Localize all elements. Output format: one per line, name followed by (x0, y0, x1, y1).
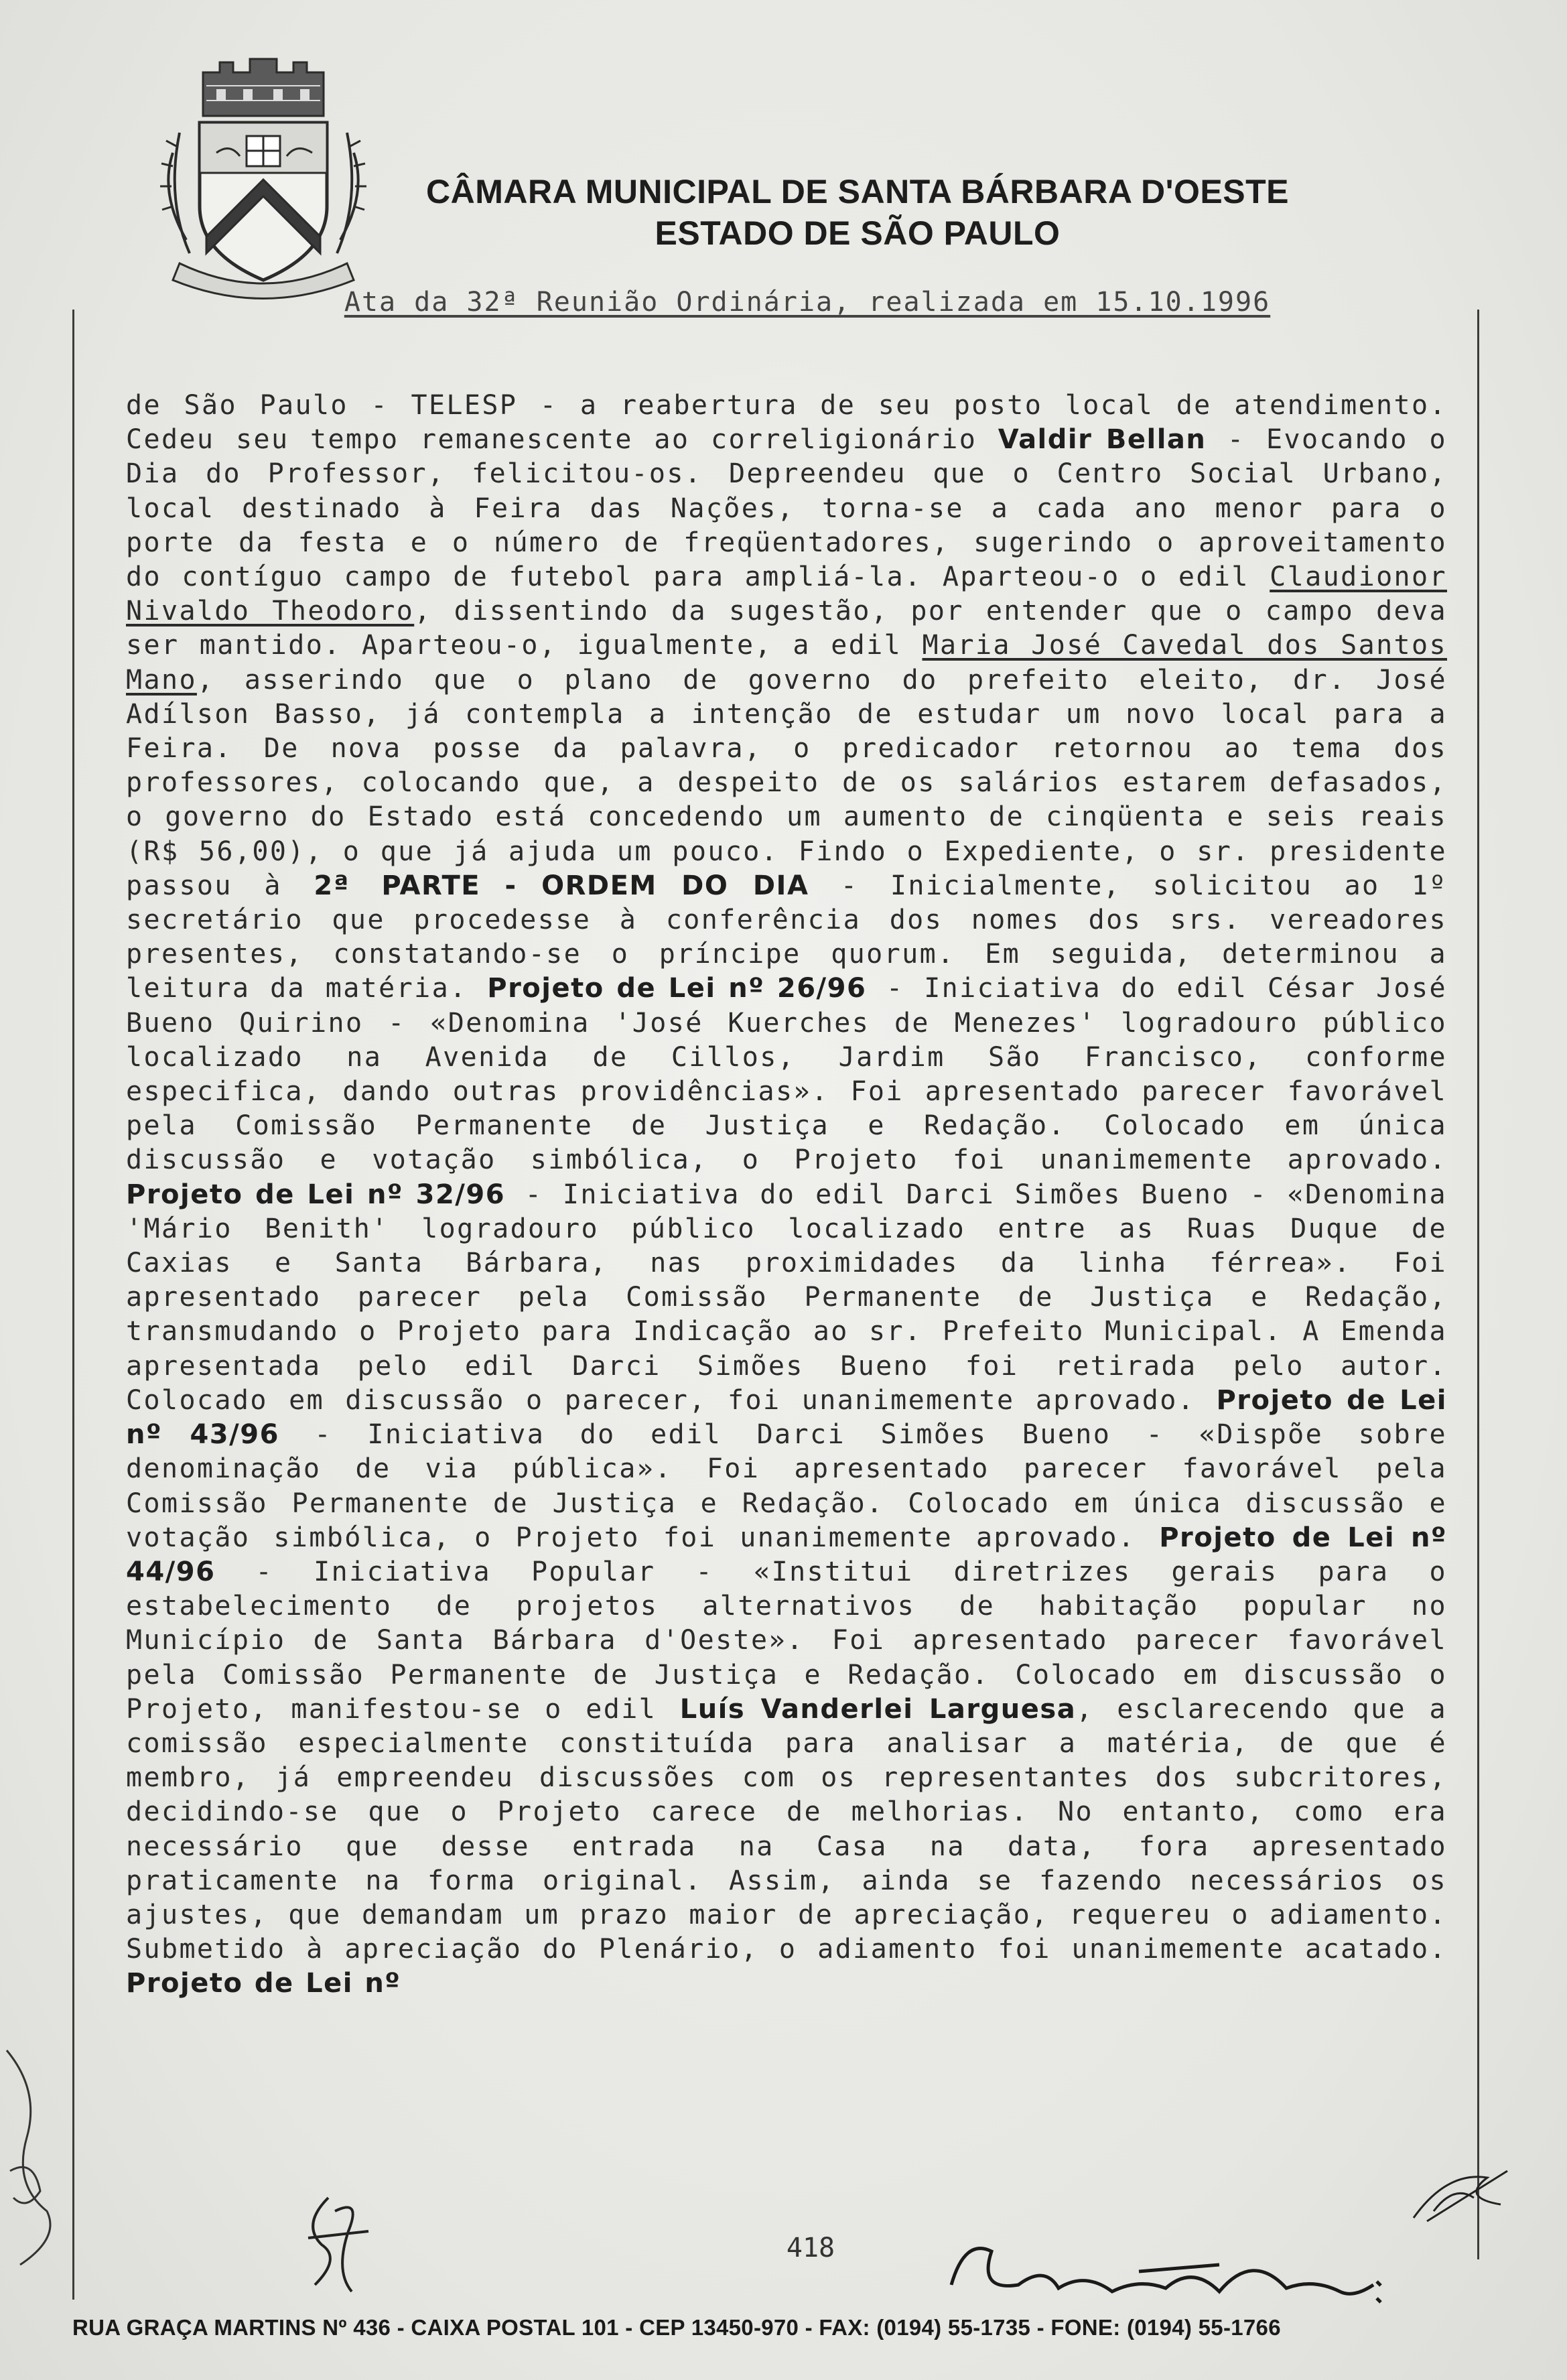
page-number: 418 (786, 2233, 835, 2263)
body-text-segment: , esclarecendo que a comissão especialmente constituída para analisar a matéria, de que é membro, já empreendeu discussões com os representantes dos subcritores, decidindo-se que o Projeto carece de melhorias. No entanto, como era necessário que desse entrada na Casa na data, fora apresentado praticamente na forma original. Assim, ainda se fazendo necessários os ajustes, que demandam um prazo maior de apreciação, requereu o adiamento. Submetido à apreciação do Plenário, o adiamento foi unanimemente acatado. (126, 1693, 1448, 1965)
body-text-segment: - Iniciativa do edil Darci Simões Bueno - «Denomina 'Mário Benith' logradouro público localizado entre as Ruas Duque de Caxias e Santa Bárbara, nas proximidades da linha férrea». Foi apresentado parecer pela Comissão Permanente de Justiça e Redação, transmudando o Projeto para Indicação ao sr. Prefeito Municipal. A Emenda apresentada pelo edil Darci Simões Bueno foi retirada pelo autor. Colocado em discussão o parecer, foi unanimemente aprovado. (126, 1179, 1447, 1416)
body-text-segment: de São Paulo - TELESP - a reabertura de seu posto local de atendimento. Cedeu seu tempo remanescente ao correligionário (126, 390, 1447, 456)
councillor-name: Maria José Cavedal dos Santos Mano (126, 630, 1447, 696)
bill-title: Projeto de Lei nº 26/96 (487, 973, 867, 1004)
right-margin-rule (1477, 310, 1479, 2259)
body-text-segment: - Iniciativa Popular - «Institui diretrizes gerais para o estabelecimento de projetos alternativos de habitação popular no Município de Santa Bárbara d'Oeste». Foi apresentado parecer favorável pela Comissão Permanente de Justiça e Redação. Colocado em discussão o Projeto, manifestou-se o edil (126, 1556, 1447, 1725)
margin-initials-signature (0, 2037, 74, 2278)
body-paragraph (126, 389, 1447, 2001)
bill-title: Projeto de Lei nº 44/96 (126, 1522, 1447, 1587)
body-text-segment: - Evocando o Dia do Professor, felicitou-os. Depreendeu que o Centro Social Urbano, local destinado à Feira das Nações, torna-se a cada ano menor para o porte da festa e o número de freqüentadores, sugerindo o aproveitamento do contíguo campo de futebol para ampliá-la. Aparteou-o o edil (126, 424, 1447, 593)
body-text-segment: , dissentindo da sugestão, por entender que o campo deva ser mantido. Aparteou-o, igualmente, a edil (126, 596, 1447, 661)
bill-title: Projeto de Lei nº 43/96 (126, 1384, 1448, 1451)
speaker-name: Luís Vanderlei Larguesa (679, 1693, 1077, 1725)
body-text-segment: - Iniciativa do edil César José Bueno Quirino - «Denomina 'José Kuerches de Menezes' logradouro público localizado na Avenida de Cillos, Jardim São Francisco, conforme especifica, dando outras providências». Foi apresentado parecer favorável pela Comissão Permanente de Justiça e Redação. Colocado em única discussão e votação simbólica, o Projeto foi unanimemente aprovado. (126, 973, 1447, 1176)
left-margin-rule (72, 310, 74, 2300)
councillor-name: Claudionor Nivaldo Theodoro (126, 561, 1447, 627)
minutes-title: Ata da 32ª Reunião Ordinária, realizada em 15.10.1996 (344, 287, 1271, 318)
document-header (402, 171, 1313, 254)
initials-mark (1407, 2158, 1514, 2231)
bill-title: Projeto de Lei nº 32/96 (126, 1179, 506, 1210)
speaker-name: Valdir Bellan (998, 424, 1207, 456)
part-title: PARTE - ORDEM DO DIA (381, 870, 809, 901)
part-number: 2ª (314, 870, 350, 901)
body-text-segment: , asserindo que o plano de governo do prefeito eleito, dr. José Adílson Basso, já contempla a intenção de estudar um novo local para a Feira. De nova posse da palavra, o predicador retornou ao tema dos professores, colocando que, a despeito de os salários estarem defasados, o governo do Estado está concedendo um aumento de cinqüenta e seis reais (R$ 56,00), o que já ajuda um pouco. Findo o Expediente, o sr. presidente passou à (126, 664, 1447, 901)
bill-title: Projeto de Lei nº (126, 1968, 401, 1999)
address-footer: RUA GRAÇA MARTINS Nº 436 - CAIXA POSTAL 101 - CEP 13450-970 - FAX: (0194) 55-1735 - FONE: (0194) 55-1766 (72, 2315, 1281, 2340)
body-text-segment: - Inicialmente, solicitou ao 1º secretário que procedesse à conferência dos nomes dos srs. vereadores presentes, constatando-se o príncipe quorum. Em seguida, determinou a leitura da matéria. (126, 870, 1448, 1004)
signature-mark (288, 2191, 389, 2298)
body-text-segment: - Iniciativa do edil Darci Simões Bueno - «Dispõe sobre denominação de via pública». Foi apresentado parecer favorável pela Comissão Permanente de Justiça e Redação. Colocado em única discussão e votação simbólica, o Projeto foi unanimemente aprovado. (126, 1419, 1448, 1553)
minutes-body (126, 389, 1447, 2001)
coat-of-arms-icon (153, 52, 374, 307)
president-signature (938, 2225, 1407, 2325)
institution-name: CÂMARA MUNICIPAL DE SANTA BÁRBARA D'OESTE (426, 173, 1289, 210)
state-name: ESTADO DE SÃO PAULO (655, 214, 1061, 252)
